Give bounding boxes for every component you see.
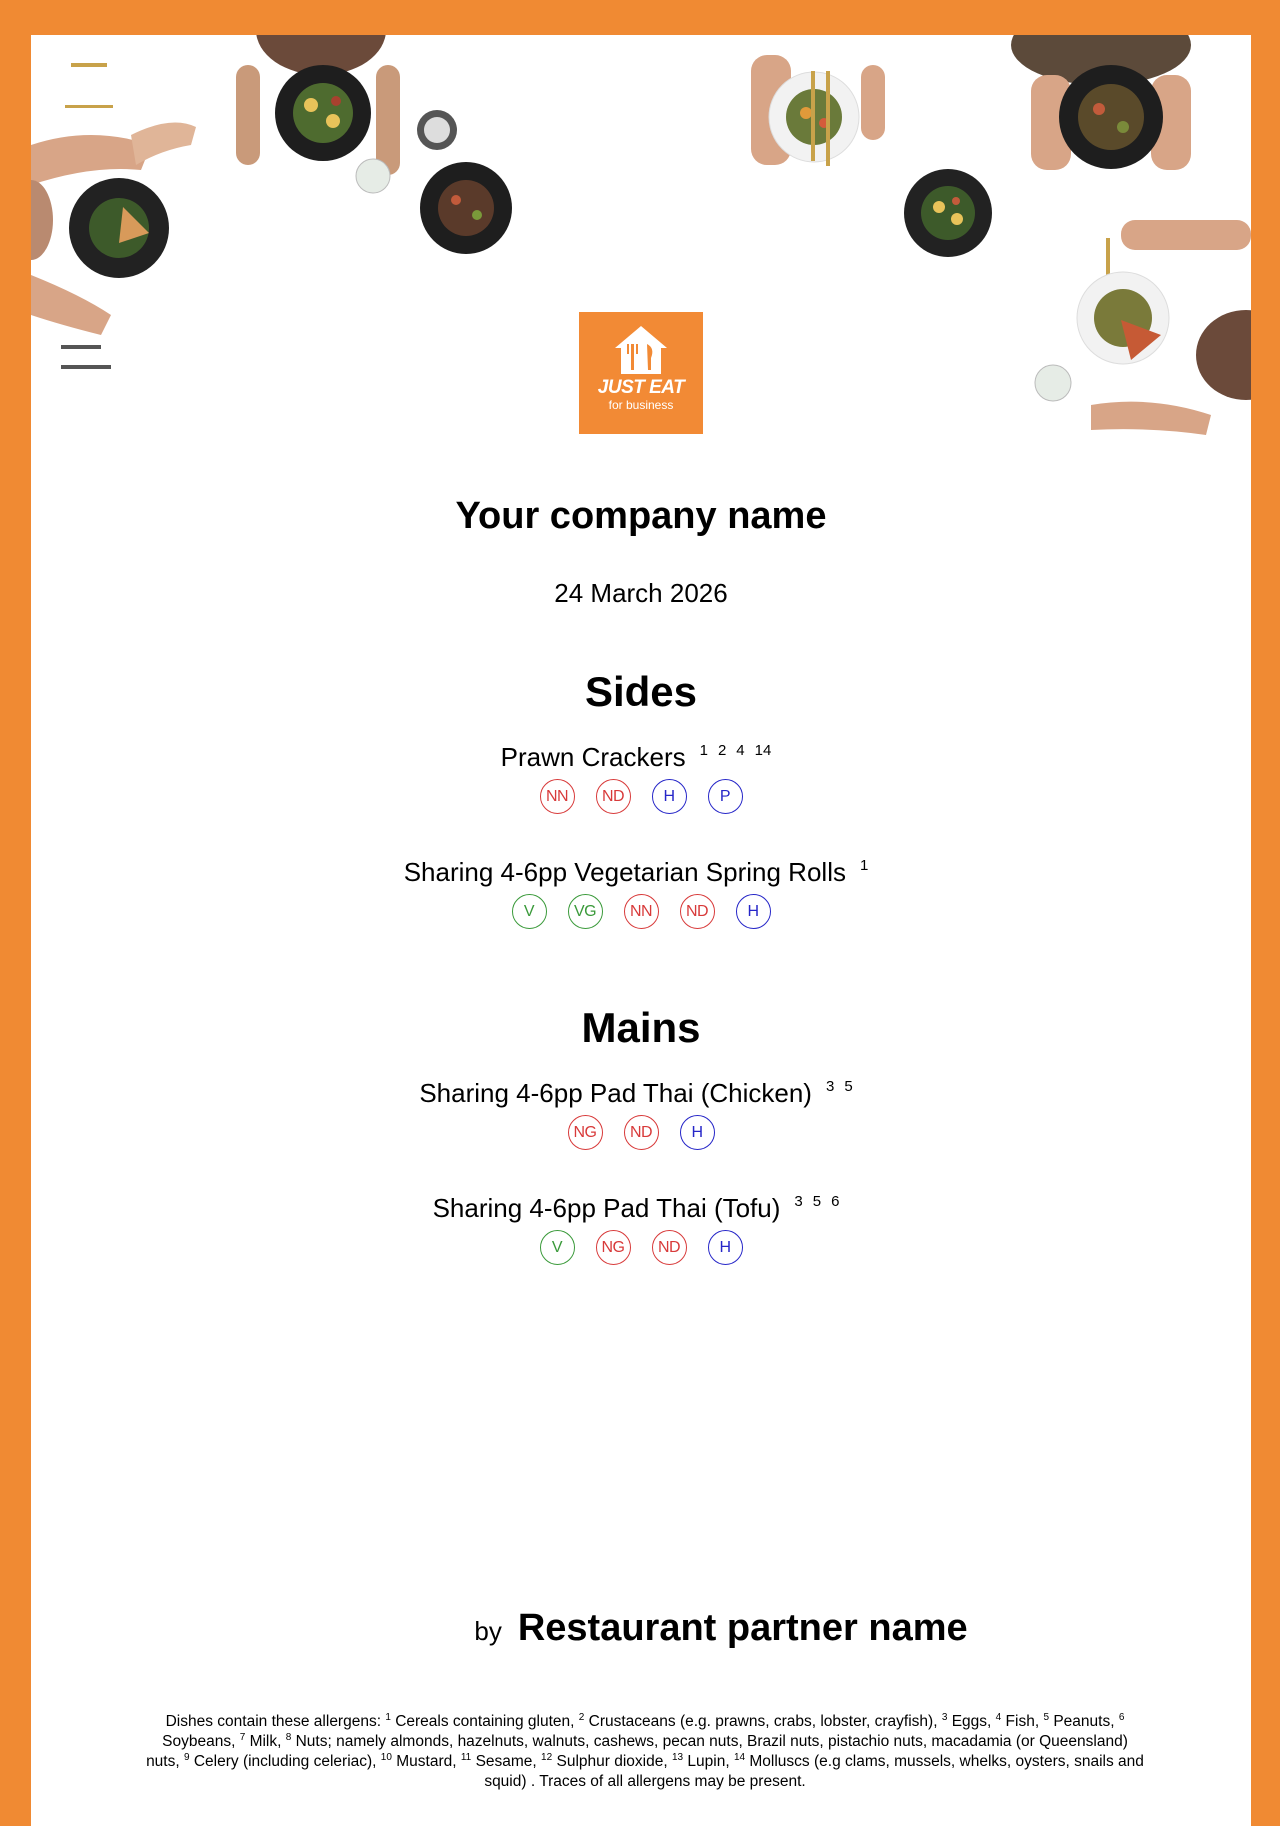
item-name-row [31, 1193, 1251, 1224]
dietary-badge: H [708, 1230, 743, 1265]
dietary-badge: H [680, 1115, 715, 1150]
dietary-badges [31, 1115, 1251, 1150]
dietary-badge: P [708, 779, 743, 814]
item-name-row [31, 857, 1251, 888]
section-title-mains: Mains [581, 1004, 701, 1051]
dietary-badge: ND [680, 894, 715, 929]
item-name-row [31, 742, 1251, 773]
allergen-numbers: 3 5 6 [794, 1193, 840, 1210]
dietary-badge: ND [624, 1115, 659, 1150]
menu-item [31, 742, 1251, 814]
menu-date: 24 March 2026 [554, 578, 728, 608]
allergen-numbers: 3 5 [825, 1078, 853, 1095]
dietary-badge: V [512, 894, 547, 929]
allergen-numbers: 1 [859, 857, 869, 874]
dietary-badge: V [540, 1230, 575, 1265]
dietary-badges [31, 1230, 1251, 1265]
allergen-note: Dishes contain these allergens: $^1$ Cereals containing gluten, $^2$ Crustaceans (e.g. prawns, crabs, lobster, crayfish), $^3$ Eggs, $^4$ Fish, $^5$ Peanuts, $^6$ Soybeans, $^7$ Milk, $^8$ Nuts; namely almonds, hazelnuts, walnuts, cashews, pecan nuts, Brazil nuts, pistachio nuts, macadamia (or Queensland) nuts, $^9$ Celery (including celeriac), $^{10}$ Mustard, $^{11}$ Sesame, $^{12}$ Sulphur dioxide, $^{13}$ Lupin, $^{14}$ Molluscs (e.g clams, mussels, whelks, oysters, snails and squid) . Traces of all allergens may be present. [146, 1712, 1144, 1790]
item-name: Sharing 4-6pp Pad Thai (Tofu) [432, 1193, 781, 1223]
dietary-badge: H [736, 894, 771, 929]
menu-item [31, 1078, 1251, 1150]
logo-brand-text: JUST EAT [597, 377, 685, 398]
allergen-numbers: 1 2 4 14 [699, 742, 772, 759]
company-name: Your company name [455, 495, 827, 537]
item-name: Sharing 4-6pp Vegetarian Spring Rolls [403, 857, 846, 887]
dietary-badge: ND [596, 779, 631, 814]
logo-tagline: for business [608, 398, 674, 412]
dietary-badges [31, 894, 1251, 929]
restaurant-byline [31, 1607, 1251, 1650]
dietary-badge: NG [596, 1230, 631, 1265]
restaurant-partner-name: Restaurant partner name [517, 1607, 968, 1649]
item-name: Prawn Crackers [500, 742, 686, 772]
item-name: Sharing 4-6pp Pad Thai (Chicken) [419, 1078, 812, 1108]
dietary-badge: NN [624, 894, 659, 929]
item-name-row [31, 1078, 1251, 1109]
menu-item [31, 857, 1251, 929]
just-eat-logo [579, 312, 703, 434]
menu-page [31, 35, 1251, 1826]
dietary-badges [31, 779, 1251, 814]
house-cutlery-icon [611, 324, 671, 376]
byline-by: by [474, 1616, 502, 1646]
menu-item [31, 1193, 1251, 1265]
dietary-badge: H [652, 779, 687, 814]
dietary-badge: NN [540, 779, 575, 814]
dietary-badge: VG [568, 894, 603, 929]
dietary-badge: NG [568, 1115, 603, 1150]
dietary-badge: ND [652, 1230, 687, 1265]
section-title-sides: Sides [584, 668, 698, 715]
